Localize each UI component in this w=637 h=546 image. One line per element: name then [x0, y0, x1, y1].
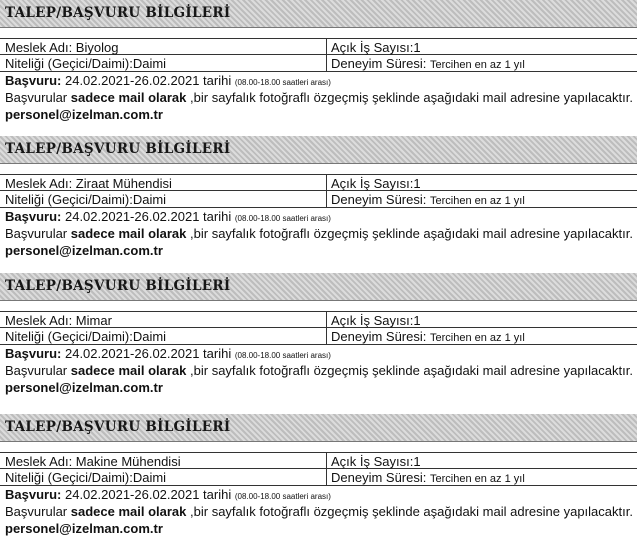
basvuru-line: [5, 209, 331, 224]
section-header: [0, 414, 637, 442]
deneyim-suresi: [331, 192, 525, 207]
deneyim-value: Tercihen en az 1 yıl: [430, 332, 525, 344]
email-address: personel@izelman.com.tr: [5, 521, 163, 536]
section-header: [0, 0, 637, 28]
deneyim-value: Tercihen en az 1 yıl: [430, 473, 525, 485]
basvuru-label: Başvuru:: [5, 73, 62, 88]
niteligi: Niteliği (Geçici/Daimi):Daimi: [5, 56, 167, 71]
instruction-line: [5, 363, 633, 378]
deneyim-suresi: [331, 470, 525, 485]
deneyim-label: Deneyim Süresi:: [331, 470, 427, 485]
niteligi: Niteliği (Geçici/Daimi):Daimi: [5, 329, 167, 344]
meslek-adi: Meslek Adı: Makine Mühendisi: [5, 454, 181, 469]
table-row: [0, 191, 637, 208]
posting-block: [0, 136, 637, 268]
deneyim-label: Deneyim Süresi:: [331, 56, 427, 71]
table-row: [0, 328, 637, 345]
deneyim-suresi: [331, 329, 525, 344]
instr-rest: ,bir sayfalık fotoğraflı özgeçmiş şeklinde aşağıdaki mail adresine yapılacaktır.: [190, 504, 633, 519]
basvuru-line: [5, 73, 331, 88]
basvuru-line: [5, 487, 331, 502]
deneyim-value: Tercihen en az 1 yıl: [430, 59, 525, 71]
basvuru-hours: (08.00-18.00 saatleri arası): [234, 492, 331, 501]
section-title: TALEP/BAŞVURU BİLGİLERİ: [5, 419, 231, 435]
basvuru-dates: 24.02.2021-26.02.2021 tarihi: [64, 346, 232, 361]
deneyim-label: Deneyim Süresi:: [331, 329, 427, 344]
niteligi: Niteliği (Geçici/Daimi):Daimi: [5, 192, 167, 207]
cell-divider: [326, 175, 327, 191]
cell-divider: [326, 328, 327, 344]
deneyim-suresi: [331, 56, 525, 71]
instruction-line: [5, 226, 633, 241]
section-title: TALEP/BAŞVURU BİLGİLERİ: [5, 278, 231, 294]
instr-rest: ,bir sayfalık fotoğraflı özgeçmiş şeklinde aşağıdaki mail adresine yapılacaktır.: [190, 363, 633, 378]
section-title: TALEP/BAŞVURU BİLGİLERİ: [5, 5, 231, 21]
meslek-adi: Meslek Adı: Ziraat Mühendisi: [5, 176, 172, 191]
section-title: TALEP/BAŞVURU BİLGİLERİ: [5, 141, 231, 157]
deneyim-label: Deneyim Süresi:: [331, 192, 427, 207]
table-row: [0, 469, 637, 486]
cell-divider: [326, 453, 327, 469]
instr-bold: sadece mail olarak: [70, 226, 187, 241]
acik-is-sayisi: Açık İş Sayısı:1: [331, 40, 421, 55]
table-row: [0, 38, 637, 55]
instr-prefix: Başvurular: [5, 90, 68, 105]
cell-divider: [326, 191, 327, 207]
instr-rest: ,bir sayfalık fotoğraflı özgeçmiş şeklinde aşağıdaki mail adresine yapılacaktır.: [190, 90, 633, 105]
basvuru-label: Başvuru:: [5, 209, 62, 224]
acik-is-sayisi: Açık İş Sayısı:1: [331, 176, 421, 191]
acik-is-sayisi: Açık İş Sayısı:1: [331, 313, 421, 328]
basvuru-dates: 24.02.2021-26.02.2021 tarihi: [64, 209, 232, 224]
posting-block: [0, 273, 637, 405]
posting-block: [0, 414, 637, 546]
acik-is-sayisi: Açık İş Sayısı:1: [331, 454, 421, 469]
instr-bold: sadece mail olarak: [70, 504, 187, 519]
basvuru-dates: 24.02.2021-26.02.2021 tarihi: [64, 73, 232, 88]
basvuru-dates: 24.02.2021-26.02.2021 tarihi: [64, 487, 232, 502]
section-header: [0, 273, 637, 301]
cell-divider: [326, 469, 327, 485]
meslek-adi: Meslek Adı: Biyolog: [5, 40, 119, 55]
basvuru-hours: (08.00-18.00 saatleri arası): [234, 214, 331, 223]
basvuru-label: Başvuru:: [5, 346, 62, 361]
table-row: [0, 311, 637, 328]
instruction-line: [5, 90, 633, 105]
cell-divider: [326, 55, 327, 71]
basvuru-line: [5, 346, 331, 361]
table-row: [0, 174, 637, 191]
meslek-adi: Meslek Adı: Mimar: [5, 313, 112, 328]
basvuru-label: Başvuru:: [5, 487, 62, 502]
deneyim-value: Tercihen en az 1 yıl: [430, 195, 525, 207]
cell-divider: [326, 39, 327, 55]
instr-rest: ,bir sayfalık fotoğraflı özgeçmiş şeklinde aşağıdaki mail adresine yapılacaktır.: [190, 226, 633, 241]
table-row: [0, 452, 637, 469]
instr-prefix: Başvurular: [5, 226, 68, 241]
instr-prefix: Başvurular: [5, 363, 68, 378]
basvuru-hours: (08.00-18.00 saatleri arası): [234, 351, 331, 360]
email-address: personel@izelman.com.tr: [5, 107, 163, 122]
table-row: [0, 55, 637, 72]
instr-prefix: Başvurular: [5, 504, 68, 519]
instr-bold: sadece mail olarak: [70, 363, 187, 378]
basvuru-hours: (08.00-18.00 saatleri arası): [234, 78, 331, 87]
instr-bold: sadece mail olarak: [70, 90, 187, 105]
email-address: personel@izelman.com.tr: [5, 243, 163, 258]
posting-block: [0, 0, 637, 132]
section-header: [0, 136, 637, 164]
niteligi: Niteliği (Geçici/Daimi):Daimi: [5, 470, 167, 485]
instruction-line: [5, 504, 633, 519]
cell-divider: [326, 312, 327, 328]
email-address: personel@izelman.com.tr: [5, 380, 163, 395]
